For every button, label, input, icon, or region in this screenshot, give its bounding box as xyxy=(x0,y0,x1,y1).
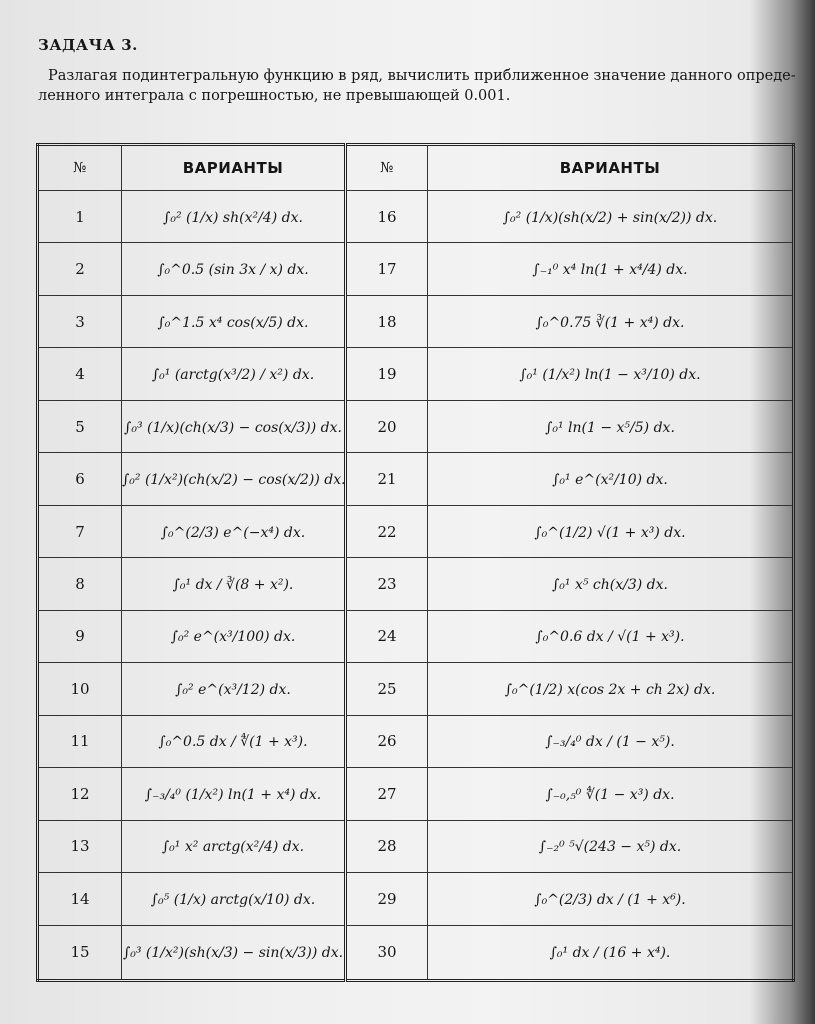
variant-number xyxy=(346,243,428,295)
variant-number xyxy=(346,715,428,767)
table-row xyxy=(38,715,794,767)
number-text: 14 xyxy=(70,889,90,908)
variant-number xyxy=(346,348,428,400)
table-row xyxy=(38,505,794,557)
task-instructions xyxy=(38,66,798,106)
number-text: 18 xyxy=(377,312,397,331)
integral-expression xyxy=(428,610,794,662)
number-text: 20 xyxy=(377,417,397,436)
table-header-row xyxy=(38,145,794,191)
number-text: 27 xyxy=(377,784,397,803)
number-text: 19 xyxy=(377,365,397,384)
number-text: 4 xyxy=(75,365,85,384)
integral-expression xyxy=(428,768,794,820)
variant-number xyxy=(38,663,122,715)
integral-expression xyxy=(122,191,346,243)
integral-expression xyxy=(122,453,346,505)
instructions-line-2: ленного интеграла с погрешностью, не превышающей 0.001. xyxy=(38,88,511,104)
integral-text: ∫₋₃/₄⁰ (1/x²) ln(1 + x⁴) dx. xyxy=(144,786,322,803)
integral-expression xyxy=(122,715,346,767)
integral-text: ∫₀¹ dx / (16 + x⁴). xyxy=(549,945,671,962)
table-row xyxy=(38,348,794,400)
integral-expression xyxy=(122,663,346,715)
integral-expression xyxy=(428,505,794,557)
variant-number xyxy=(38,820,122,872)
variants-header: ВАРИАНТЫ xyxy=(122,145,346,191)
number-text: 5 xyxy=(75,417,85,436)
number-text: 16 xyxy=(377,207,397,226)
integral-expression xyxy=(122,873,346,925)
number-text: 8 xyxy=(75,575,85,594)
integral-expression xyxy=(122,925,346,980)
integral-text: ∫₀² e^(x³/12) dx. xyxy=(175,681,291,698)
variant-number xyxy=(346,191,428,243)
integral-expression xyxy=(428,820,794,872)
variant-number xyxy=(346,453,428,505)
variant-number xyxy=(346,820,428,872)
integral-text: ∫₀² (1/x)(sh(x/2) + sin(x/2)) dx. xyxy=(502,209,718,226)
number-text: 15 xyxy=(70,943,90,962)
variants-header: ВАРИАНТЫ xyxy=(428,145,794,191)
integral-expression xyxy=(428,295,794,347)
integral-text: ∫₀^(1/2) √(1 + x³) dx. xyxy=(534,524,686,541)
variant-number xyxy=(346,925,428,980)
integral-expression xyxy=(428,243,794,295)
integral-expression xyxy=(122,505,346,557)
integral-expression xyxy=(428,453,794,505)
number-text: 13 xyxy=(70,837,90,856)
integral-expression xyxy=(428,873,794,925)
variant-number xyxy=(346,295,428,347)
integral-expression xyxy=(428,663,794,715)
variant-number xyxy=(38,191,122,243)
integral-text: ∫₀¹ e^(x²/10) dx. xyxy=(552,472,668,489)
variant-number xyxy=(38,295,122,347)
integral-text: ∫₀¹ (arctg(x³/2) / x²) dx. xyxy=(151,367,315,384)
table-row xyxy=(38,400,794,452)
number-text: 25 xyxy=(377,679,397,698)
variant-number xyxy=(38,768,122,820)
variant-number xyxy=(346,558,428,610)
variant-number xyxy=(346,873,428,925)
number-text: 26 xyxy=(377,732,397,751)
number-text: 17 xyxy=(377,260,397,279)
integral-text: ∫₋₁⁰ x⁴ ln(1 + x⁴/4) dx. xyxy=(532,262,688,279)
variant-number xyxy=(38,610,122,662)
number-text: 11 xyxy=(70,732,90,751)
number-text: 3 xyxy=(75,312,85,331)
number-text: 30 xyxy=(377,943,397,962)
table-row xyxy=(38,243,794,295)
integral-expression xyxy=(428,558,794,610)
integral-text: ∫₀¹ x⁵ ch(x/3) dx. xyxy=(552,577,668,594)
integral-expression xyxy=(428,348,794,400)
integral-expression xyxy=(122,820,346,872)
table-row xyxy=(38,925,794,980)
integral-text: ∫₀^(1/2) x(cos 2x + ch 2x) dx. xyxy=(504,681,716,698)
integral-expression xyxy=(428,925,794,980)
variant-number xyxy=(346,400,428,452)
integral-text: ∫₀² (1/x²)(ch(x/2) − cos(x/2)) dx. xyxy=(122,472,346,489)
variant-number xyxy=(346,610,428,662)
number-text: 28 xyxy=(377,837,397,856)
instructions-line-1: Разлагая подинтегральную функцию в ряд, вычислить приближенное значение данного опреде- xyxy=(48,68,796,84)
integral-text: ∫₀^1.5 x⁴ cos(x/5) dx. xyxy=(157,314,309,331)
table-row xyxy=(38,453,794,505)
table-row xyxy=(38,820,794,872)
variant-number xyxy=(38,400,122,452)
integral-expression xyxy=(122,558,346,610)
integral-expression xyxy=(122,295,346,347)
variant-number xyxy=(346,768,428,820)
number-text: 9 xyxy=(75,627,85,646)
integral-text: ∫₀³ (1/x²)(sh(x/3) − sin(x/3)) dx. xyxy=(122,945,344,962)
integral-expression xyxy=(122,243,346,295)
integral-text: ∫₀^0.5 dx / ∜(1 + x³). xyxy=(158,734,308,751)
variant-number xyxy=(38,505,122,557)
variant-number xyxy=(38,873,122,925)
variants-table xyxy=(36,143,795,982)
variant-number xyxy=(38,715,122,767)
integral-expression xyxy=(122,348,346,400)
integral-expression xyxy=(122,400,346,452)
number-text: 21 xyxy=(377,470,397,489)
integral-text: ∫₋₃/₄⁰ dx / (1 − x⁵). xyxy=(545,734,675,751)
variant-number xyxy=(38,558,122,610)
integral-text: ∫₀¹ dx / ∛(8 + x²). xyxy=(172,577,294,594)
integral-text: ∫₀⁵ (1/x) arctg(x/10) dx. xyxy=(150,891,316,908)
variant-number xyxy=(38,243,122,295)
integral-text: ∫₀² e^(x³/100) dx. xyxy=(170,629,296,646)
integral-expression xyxy=(428,715,794,767)
number-text: 1 xyxy=(75,207,85,226)
variant-number xyxy=(346,505,428,557)
integral-expression xyxy=(122,768,346,820)
integral-expression xyxy=(122,610,346,662)
number-text: 2 xyxy=(75,260,85,279)
integral-text: ∫₀^(2/3) dx / (1 + x⁶). xyxy=(534,891,686,908)
integral-expression xyxy=(428,400,794,452)
number-text: 7 xyxy=(75,522,85,541)
integral-text: ∫₋₂⁰ ⁵√(243 − x⁵) dx. xyxy=(538,839,682,856)
integral-text: ∫₀^0.5 (sin 3x / x) dx. xyxy=(157,262,309,279)
variant-number xyxy=(38,348,122,400)
table-row xyxy=(38,873,794,925)
integral-text: ∫₀¹ (1/x²) ln(1 − x³/10) dx. xyxy=(519,367,701,384)
integral-text: ∫₀² (1/x) sh(x²/4) dx. xyxy=(163,209,303,226)
integral-text: ∫₀^0.75 ∛(1 + x⁴) dx. xyxy=(535,314,685,331)
number-text: 23 xyxy=(377,575,397,594)
table-row xyxy=(38,191,794,243)
integral-text: ∫₀³ (1/x)(ch(x/3) − cos(x/3)) dx. xyxy=(124,419,342,436)
variant-number xyxy=(38,453,122,505)
table-row xyxy=(38,558,794,610)
task-heading: ЗАДАЧА 3. xyxy=(38,36,138,54)
number-header: № xyxy=(38,145,122,191)
integral-text: ∫₀¹ x² arctg(x²/4) dx. xyxy=(161,839,305,856)
number-text: 29 xyxy=(377,889,397,908)
number-text: 22 xyxy=(377,522,397,541)
number-text: 10 xyxy=(70,679,90,698)
integral-text: ∫₀^0.6 dx / √(1 + x³). xyxy=(535,629,685,646)
number-text: 6 xyxy=(75,470,85,489)
variant-number xyxy=(346,663,428,715)
table-row xyxy=(38,610,794,662)
integral-expression xyxy=(428,191,794,243)
variant-number xyxy=(38,925,122,980)
number-text: 12 xyxy=(70,784,90,803)
integral-text: ∫₀¹ ln(1 − x⁵/5) dx. xyxy=(545,419,675,436)
number-text: 24 xyxy=(377,627,397,646)
table-row xyxy=(38,295,794,347)
table-row xyxy=(38,768,794,820)
integral-text: ∫₋₀,₅⁰ ∜(1 − x³) dx. xyxy=(545,786,675,803)
integral-text: ∫₀^(2/3) e^(−x⁴) dx. xyxy=(160,524,306,541)
table-row xyxy=(38,663,794,715)
number-header: № xyxy=(346,145,428,191)
